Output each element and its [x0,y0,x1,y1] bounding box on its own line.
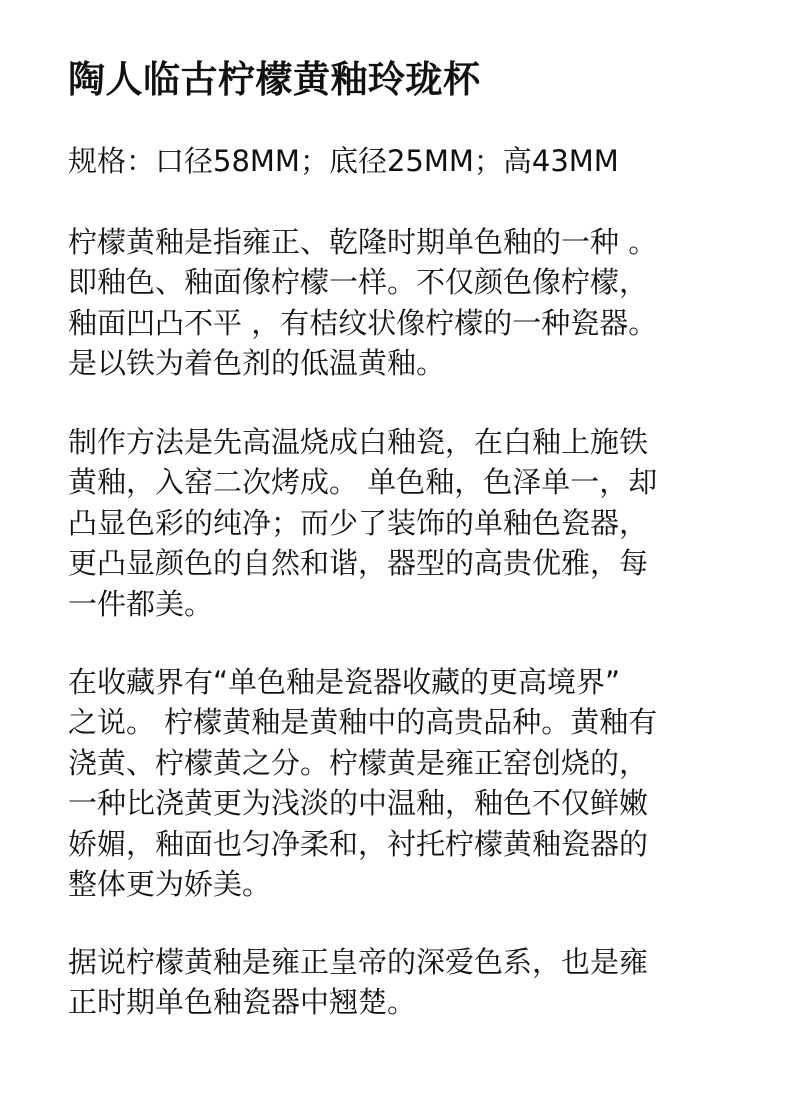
paragraph-legend [68,942,648,1023]
paragraph-line: 在收藏界有“单色釉是瓷器收藏的更高境界” [68,665,621,699]
specifications: 规格：口径58MM；底径25MM；高43MM [68,144,619,178]
paragraph-production-method [68,422,657,624]
paragraph-line: 柠檬黄釉是指雍正、乾隆时期单色釉的一种 。 [68,225,658,259]
paragraph-line: 之说。 柠檬黄釉是黄釉中的高贵品种。黄釉有 [68,705,658,740]
paragraph-line: 一件都美。 [68,586,214,621]
article-title: 陶人临古柠檬黄釉玲珑杯 [68,58,481,101]
paragraph-line: 娇媚，釉面也匀净柔和，衬托柠檬黄釉瓷器的 [68,826,649,861]
paragraph-line: 整体更为娇美。 [68,867,272,902]
paragraph-line: 更凸显颜色的自然和谐，器型的高贵优雅，每 [68,546,649,581]
paragraph-line: 一种比浇黄更为浅淡的中温釉，釉色不仅鲜嫩 [68,786,649,821]
paragraph-line: 是以铁为着色剂的低温黄釉。 [68,346,446,381]
paragraph-collecting [68,662,657,904]
paragraph-line: 黄釉，入窑二次烤成。 单色釉，色泽单一，却 [68,465,658,500]
paragraph-line: 制作方法是先高温烧成白釉瓷，在白釉上施铁 [68,425,649,459]
paragraph-line: 凸显色彩的纯净；而少了装饰的单釉色瓷器， [68,505,649,540]
paragraph-line: 正时期单色釉瓷器中翘楚。 [68,985,417,1020]
paragraph-line: 据说柠檬黄釉是雍正皇帝的深爱色系，也是雍 [68,945,649,979]
paragraph-line: 浇黄、柠檬黄之分。柠檬黄是雍正窑创烧的， [68,745,649,780]
paragraph-introduction [68,222,657,384]
paragraph-line: 即釉色、釉面像柠檬一样。不仅颜色像柠檬， [68,265,649,300]
paragraph-line: 釉面凹凸不平 ，有桔纹状像柠檬的一种瓷器。 [68,305,658,340]
